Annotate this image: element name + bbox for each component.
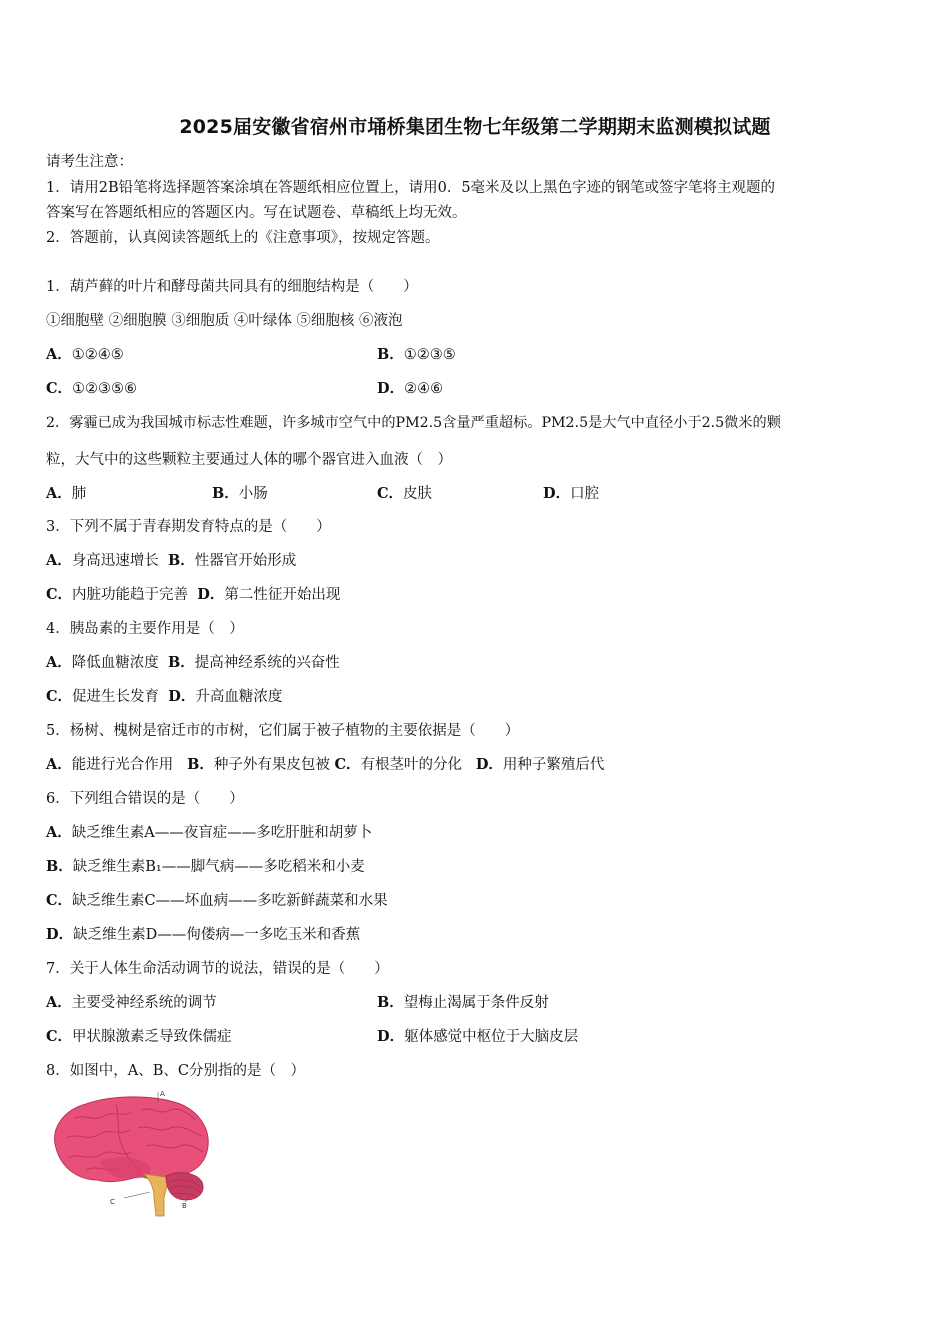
question-1-extra: ①细胞壁 ②细胞膜 ③细胞质 ④叶绿体 ⑤细胞核 ⑥液泡 [46, 313, 403, 329]
question-2-stem-line-1: 2．雾霾已成为我国城市标志性难题，许多城市空气中的PM2.5含量严重超标。PM2.5是大气中直径小于2.5微米的颗 [46, 415, 781, 431]
question-6-stem: 6．下列组合错误的是（ ） [46, 791, 244, 807]
question-4-options-cd: C．促进生长发育 D．升高血糖浓度 [46, 688, 283, 705]
question-6-option-b: B．缺乏维生素B₁——脚气病——多吃稻米和小麦 [46, 858, 365, 875]
question-3-options-ab: A．身高迅速增长 B．性器官开始形成 [46, 552, 297, 569]
question-1-option-c: C．①②③⑤⑥ [46, 380, 138, 397]
question-2-option-d: D．口腔 [543, 485, 600, 502]
question-5-stem: 5．杨树、槐树是宿迁市的市树，它们属于被子植物的主要依据是（ ） [46, 723, 520, 739]
question-7-option-a: A．主要受神经系统的调节 [46, 994, 217, 1011]
notice-item-1-line-2: 答案写在答题纸相应的答题区内。写在试题卷、草稿纸上均无效。 [46, 205, 467, 221]
question-2-option-a: A．肺 [46, 485, 87, 502]
question-7-option-c: C．甲状腺激素乏导致侏儒症 [46, 1028, 232, 1045]
question-1-stem: 1．葫芦藓的叶片和酵母菌共同具有的细胞结构是（ ） [46, 279, 418, 295]
question-6-option-d: D．缺乏维生素D——佝偻病—一多吃玉米和香蕉 [46, 926, 361, 943]
question-4-options-ab: A．降低血糖浓度 B．提高神经系统的兴奋性 [46, 654, 340, 671]
question-3-options-cd: C．内脏功能趋于完善 D．第二性征开始出现 [46, 586, 341, 603]
question-6-option-a: A．缺乏维生素A——夜盲症——多吃肝脏和胡萝卜 [46, 824, 373, 841]
question-6-option-c: C．缺乏维生素C——坏血病——多吃新鲜蔬菜和水果 [46, 892, 388, 909]
notice-item-2: 2．答题前，认真阅读答题纸上的《注意事项》，按规定答题。 [46, 230, 440, 246]
question-7-option-b: B．望梅止渴属于条件反射 [377, 994, 549, 1011]
label-b: B [182, 1202, 187, 1210]
question-7-option-d: D．躯体感觉中枢位于大脑皮层 [377, 1028, 579, 1045]
question-3-stem: 3．下列不属于青春期发育特点的是（ ） [46, 519, 331, 535]
page-title: 2025届安徽省宿州市埇桥集团生物七年级第二学期期末监测模拟试题 [179, 116, 771, 138]
question-5-options: A．能进行光合作用 B．种子外有果皮包被 C．有根茎叶的分化 D．用种子繁殖后代 [46, 756, 605, 773]
label-c: C [110, 1198, 115, 1206]
question-1-option-b: B．①②③⑤ [377, 346, 456, 363]
question-2-stem-line-2: 粒，大气中的这些颗粒主要通过人体的哪个器官进入血液（ ） [46, 452, 452, 468]
question-2-option-c: C．皮肤 [377, 485, 433, 502]
notice-item-1-line-1: 1．请用2B铅笔将选择题答案涂填在答题纸相应位置上，请用0．5毫米及以上黑色字迹的钢笔或签字笔将主观题的 [46, 180, 776, 196]
brain-diagram [46, 1088, 216, 1220]
notice-heading: 请考生注意： [46, 154, 133, 170]
question-1-option-a: A．①②④⑤ [46, 346, 124, 363]
question-1-option-d: D．②④⑥ [377, 380, 444, 397]
question-2-option-b: B．小肠 [212, 485, 268, 502]
question-8-stem: 8．如图中，A、B、C分别指的是（ ） [46, 1063, 305, 1079]
question-7-stem: 7．关于人体生命活动调节的说法，错误的是（ ） [46, 961, 389, 977]
question-4-stem: 4．胰岛素的主要作用是（ ） [46, 621, 244, 637]
label-a: A [160, 1090, 165, 1098]
